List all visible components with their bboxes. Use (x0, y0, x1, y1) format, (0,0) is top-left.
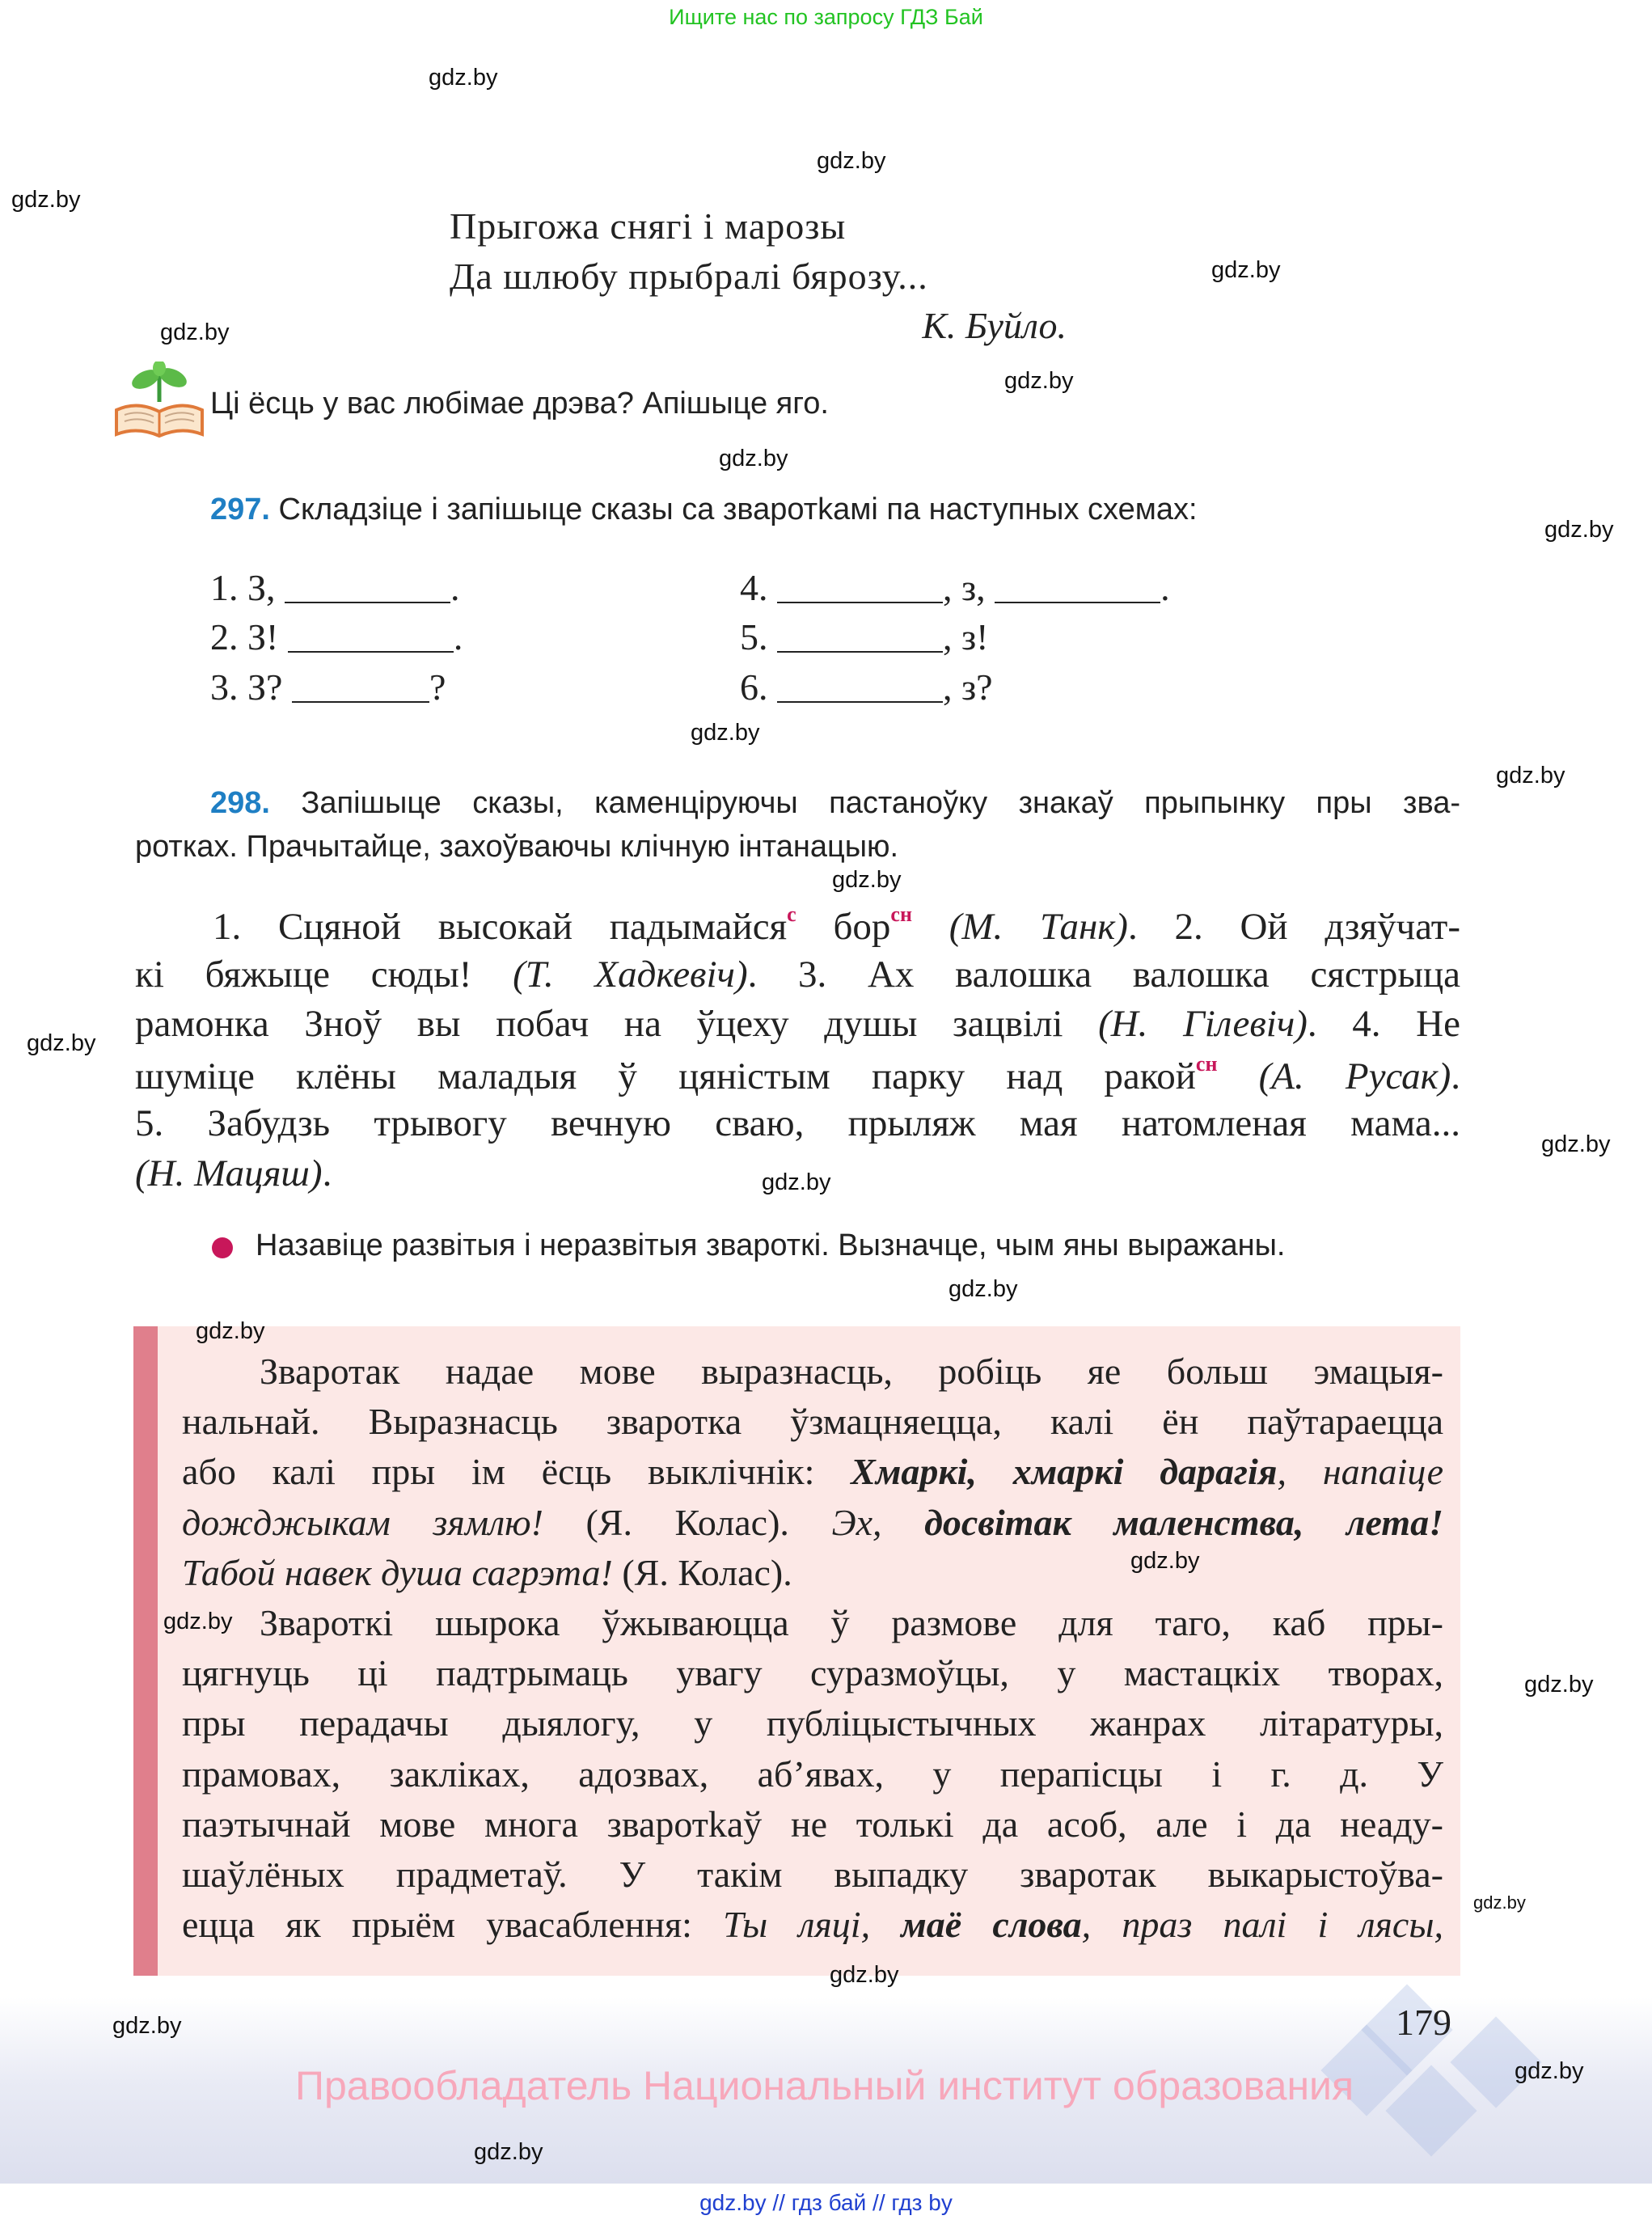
text-segment: . (1451, 1055, 1461, 1097)
task-number: 298. (210, 786, 270, 820)
text-segment: . 4. Не (1307, 1003, 1460, 1045)
footer-link[interactable]: гдз бай (791, 2190, 867, 2215)
text-segment: 5. Забудзь трывогу вечную сваю, прыляж мая натомленая мама... (135, 1102, 1460, 1144)
watermark: gdz.by (832, 867, 902, 893)
text-segment: Звароткі шырока ўжываюцца ў размове для таго, каб пры- (260, 1602, 1443, 1643)
text-segment: дожджыкам зямлю! (182, 1501, 543, 1543)
scheme-text: . (453, 616, 463, 657)
text-segment: пры перадачы дыялогу, у публіцыстычных жанрах літаратуры, (182, 1702, 1443, 1744)
scheme-6 (740, 666, 993, 708)
text-line (135, 953, 1460, 996)
text-segment (912, 906, 949, 948)
text-segment: паэтычнай мове многа зваротkaў не толькі да асоб, але і да неаду- (182, 1803, 1443, 1845)
watermark: gdz.by (949, 1276, 1018, 1302)
text-segment: бор (796, 906, 891, 948)
text-segment: . 3. Ах валошка валошка сястрыца (747, 953, 1460, 996)
text-line (182, 1450, 1443, 1493)
text-line (135, 1101, 1460, 1145)
scheme-4 (740, 566, 1170, 609)
text-line (182, 1350, 1443, 1393)
text-segment: (Н. Мацяш) (135, 1152, 323, 1194)
scheme-text: . (450, 567, 460, 608)
poem-line: Прыгожа снягі і марозы (450, 205, 847, 247)
text-segment: прамовах, закліках, адозвах, аб’явах, у перапісцы і г. д. У (182, 1753, 1443, 1795)
task-text: Складзіце і запішыце сказы са зваротkaмі па наступных схемах: (269, 493, 1198, 526)
watermark: gdz.by (1130, 1548, 1200, 1574)
blank-line (777, 622, 943, 653)
watermark: gdz.by (196, 1318, 265, 1344)
text-segment: Зваротак надае мове выразнасць, робіць яе больш эмацыя- (260, 1351, 1443, 1392)
text-segment: досвітак маленства, лета! (924, 1501, 1443, 1543)
bullet-task-text: Назавіце развітыя і неразвітыя звароткі. Вызначце, чым яны выражаны. (256, 1228, 1286, 1262)
copyright-watermark: Правообладатель Национальный институт образования (295, 2063, 1354, 2108)
scheme-5 (740, 615, 989, 658)
question-text: Ці ёсць у вас любімае дрэва? Апішыце яго. (210, 387, 829, 421)
blank-line (285, 573, 450, 603)
scheme-text: , з, (943, 567, 995, 608)
text-segment: цягнуць ці падтрымаць увагу суразмоўцы, у мастацкіх творах, (182, 1652, 1443, 1694)
scheme-1 (210, 566, 460, 609)
footer-link[interactable]: гдз by (891, 2190, 953, 2215)
watermark: gdz.by (1004, 368, 1074, 394)
book-sprout-icon (113, 362, 205, 441)
poem-line: Да шлюбу прыбралі бярозу... (450, 256, 928, 297)
text-line (182, 1501, 1443, 1544)
text-line (135, 903, 1460, 949)
watermark: gdz.by (1211, 257, 1281, 283)
text-line (182, 1651, 1443, 1694)
text-segment: маё слова (901, 1904, 1082, 1946)
superscript-mark: сн (890, 903, 912, 926)
scheme-text: 5. (740, 616, 777, 657)
text-segment: , праз палі і лясы, (1081, 1904, 1443, 1946)
watermark: gdz.by (1496, 763, 1565, 789)
blank-line (288, 622, 454, 653)
text-segment: . 2. Ой дзяўчат- (1127, 906, 1460, 948)
text-segment: рамонка Зноў вы побач на ўцеху душы зацвілі (135, 1003, 1099, 1045)
text-segment: Табой навек душа сагрэта! (182, 1551, 613, 1593)
watermark: gdz.by (719, 446, 788, 471)
footer-link[interactable]: gdz.by (699, 2190, 767, 2215)
text-segment (1217, 1055, 1258, 1097)
text-line (135, 1002, 1460, 1046)
superscript-mark: сн (1195, 1051, 1218, 1076)
text-segment: (А. Русак) (1258, 1055, 1451, 1097)
superscript-mark: с (787, 903, 796, 926)
text-segment: , напаіце (1277, 1451, 1443, 1493)
text-line (182, 1803, 1443, 1846)
text-segment: кі бяжыце сюды! (135, 953, 513, 996)
scheme-text: 2. З! (210, 616, 288, 657)
watermark: gdz.by (762, 1169, 831, 1195)
text-segment: (Н. Гілевіч) (1098, 1003, 1308, 1045)
text-line (182, 1400, 1443, 1443)
text-segment: (М. Танк) (949, 906, 1128, 948)
watermark: gdz.by (163, 1609, 233, 1634)
task-text: ротках. Прачытайце, захоўваючы клічную інтанацыю. (135, 830, 899, 864)
text-segment: Хмаркі, хмаркі дарагія (851, 1451, 1278, 1493)
watermark: gdz.by (1541, 1131, 1611, 1157)
blank-line (777, 573, 943, 603)
text-segment: . (322, 1152, 332, 1194)
watermark: gdz.by (112, 2013, 182, 2039)
text-segment: нальнай. Выразнасць зваротка ўзмацняецца, калі ён паўтараецца (182, 1401, 1443, 1443)
task-number: 297. (210, 493, 270, 526)
scheme-2 (210, 615, 463, 658)
scheme-text: . (1160, 567, 1170, 608)
text-segment: ецца як прыём увасаблення: (182, 1904, 724, 1946)
text-segment: або калі пры ім ёсць выклічнік: (182, 1451, 851, 1493)
watermark: gdz.by (1473, 1892, 1526, 1913)
task-text: Запішыце сказы, каменціруючы пастаноўку знакаў прыпынку пры зва- (269, 786, 1460, 820)
watermark: gdz.by (817, 148, 886, 174)
text-line (182, 1551, 1443, 1594)
scheme-text: 1. З, (210, 567, 285, 608)
watermark: gdz.by (1544, 517, 1614, 543)
watermark: gdz.by (1524, 1672, 1594, 1698)
text-segment: (Т. Хадкевіч) (513, 953, 748, 996)
scheme-text: 4. (740, 567, 777, 608)
bullet-icon (212, 1237, 233, 1258)
watermark: gdz.by (429, 65, 498, 91)
watermark: gdz.by (27, 1030, 96, 1056)
text-segment: 1. Сцяной высокай падымайся (213, 906, 788, 948)
blank-line (777, 672, 943, 703)
text-line (182, 1853, 1443, 1896)
text-line (135, 1052, 1460, 1098)
text-line (182, 1702, 1443, 1744)
text-line (182, 1753, 1443, 1795)
task-297-heading (210, 493, 1198, 527)
scheme-text: 6. (740, 666, 777, 708)
scheme-text: ? (429, 666, 446, 708)
blank-line (292, 672, 429, 703)
footer-links (0, 2190, 1652, 2216)
text-segment: шуміце клёны маладыя ў цяністым парку над ракой (135, 1055, 1196, 1097)
text-segment: (Я. Колас). (543, 1501, 832, 1543)
footer-separator: // (772, 2190, 785, 2215)
task-298-heading (210, 786, 1460, 821)
text-segment: Эх, (831, 1501, 925, 1543)
page-number: 179 (1396, 2002, 1451, 2043)
watermark: gdz.by (160, 319, 230, 345)
scheme-text: , з? (943, 666, 993, 708)
blank-line (995, 573, 1160, 603)
watermark: gdz.by (11, 187, 81, 213)
text-segment: Ты ляці, (723, 1904, 902, 1946)
rule-box-accent (133, 1326, 158, 1976)
watermark: gdz.by (474, 2139, 543, 2165)
scheme-3 (210, 666, 446, 708)
poem-author: К. Буйло. (922, 305, 1067, 346)
text-line (182, 1903, 1443, 1946)
watermark: gdz.by (1515, 2058, 1584, 2084)
scheme-text: 3. З? (210, 666, 292, 708)
watermark: gdz.by (691, 720, 760, 746)
text-segment: шаўлёных прадметаў. У такім выпадку зваротак выкарыстоўва- (182, 1854, 1443, 1895)
scheme-text: , з! (943, 616, 989, 657)
watermark: gdz.by (830, 1962, 899, 1988)
search-hint: Ищите нас по запросу ГДЗ Бай (669, 5, 983, 29)
footer-separator: // (872, 2190, 885, 2215)
text-segment: (Я. Колас). (612, 1551, 792, 1593)
text-line (182, 1601, 1443, 1644)
